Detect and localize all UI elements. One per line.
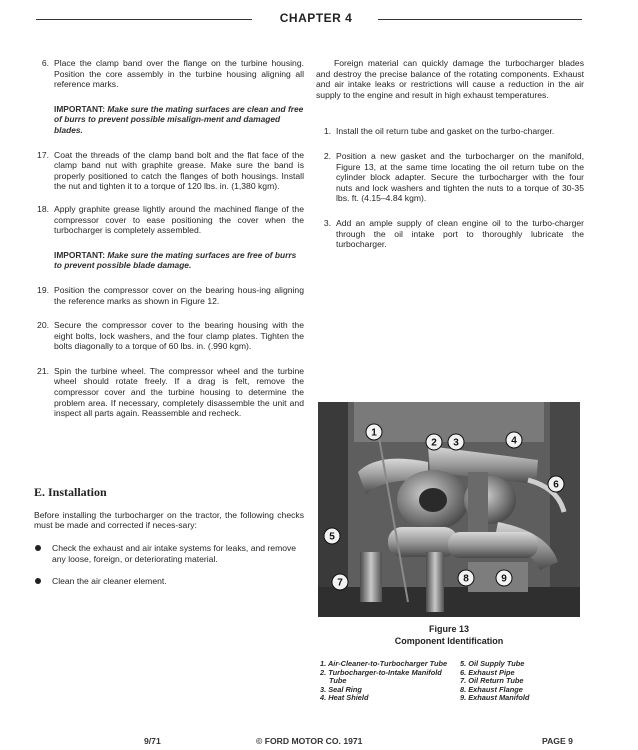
step-number: 21. xyxy=(37,365,49,376)
engine-illustration xyxy=(318,402,580,617)
chapter-title: CHAPTER 4 xyxy=(279,11,353,25)
important-label: IMPORTANT: xyxy=(54,103,106,114)
step-text: Secure the compressor cover to the bearing housing with the eight bolts, lock washers, and the four clamp plates. Tighten the bolts diagonally to a torque of 60 lbs. in. (.990 kgm). xyxy=(54,320,304,352)
chapter-header xyxy=(0,10,638,30)
callout-2: 2 xyxy=(431,437,437,449)
right-column xyxy=(314,58,584,250)
bullet-item xyxy=(32,576,304,587)
step-19 xyxy=(32,285,304,306)
legend-item: 7. Oil Return Tube xyxy=(460,676,524,686)
step-text: Add an ample supply of clean engine oil to the turbo-charger through the oil intake port to thoroughly lubricate the turbocharger. xyxy=(336,217,584,250)
section-intro: Before installing the turbocharger on the tractor, the following checks must be made and corrected if neces-sary: xyxy=(34,509,304,531)
bullet-icon xyxy=(35,578,41,584)
callout-9: 9 xyxy=(501,573,507,585)
step-6 xyxy=(32,58,304,90)
important-text: Make sure the mating surfaces are free of burrs to prevent possible blade damage. xyxy=(54,249,297,271)
legend-item: 2. Turbocharger-to-Intake Manifold Tube xyxy=(320,667,442,686)
legend-item: 4. Heat Shield xyxy=(320,693,369,703)
step-text: Coat the threads of the clamp band bolt and the flat face of the clamp band nut with graphite grease. Make sure the band is properly positioned to catch the flanges of both housings. Install the nut and tighten it to a torque of 120 lbs. in. (1,380 kgm). xyxy=(54,149,304,192)
step-text: Install the oil return tube and gasket on the turbo-charger. xyxy=(336,126,555,137)
callout-1: 1 xyxy=(371,427,377,439)
page-footer xyxy=(0,736,638,748)
step-text: Place the clamp band over the flange on the turbine housing. Position the core assembly in the turbine housing aligning all reference marks. xyxy=(54,58,304,90)
legend-item: 9. Exhaust Manifold xyxy=(460,693,530,703)
step-number: 19. xyxy=(37,284,49,295)
figure-caption xyxy=(314,624,584,646)
important-note-2 xyxy=(32,250,304,271)
step-text: Position a new gasket and the turbocharger on the manifold, Figure 13, at the same time locating the oil return tube on the cylinder block adapter. Secure the turbocharger with the four nuts and lock washers and tighten the nuts to a torque of 30-35 lbs. ft. (4.15–4.84 kgm). xyxy=(336,150,584,204)
step-number: 2. xyxy=(323,150,331,161)
left-column xyxy=(32,58,304,587)
header-rule-right xyxy=(378,19,582,20)
legend-item: 3. Seal Ring xyxy=(320,684,362,694)
step-text: Apply graphite grease lightly around the machined flange of the compressor cover to ease positioning the cover when the turbocharger is completely assembled. xyxy=(54,203,304,236)
install-step-2 xyxy=(314,151,584,204)
caution-paragraph: Foreign material can quickly damage the turbocharger blades and destroy the precise balance of the rotating components. Exhaust and air intake leaks or restrictions will cause a reduction in the air supply to the engine and result in high exhaust temperatures. xyxy=(316,58,584,100)
step-text: Position the compressor cover on the bearing hous-ing aligning the reference marks as shown in Figure 12. xyxy=(54,284,304,306)
callout-4: 4 xyxy=(511,435,517,447)
step-number: 20. xyxy=(37,320,49,331)
turbocharger-photo xyxy=(318,402,580,617)
figure-subtitle: Component Identification xyxy=(394,636,504,646)
footer-date: 9/71 xyxy=(144,736,161,746)
legend-item: 8. Exhaust Flange xyxy=(460,684,523,694)
step-number: 1. xyxy=(323,126,331,137)
figure-number: Figure 13 xyxy=(428,624,469,634)
step-21 xyxy=(32,366,304,419)
step-number: 17. xyxy=(37,149,49,160)
footer-page-number: PAGE 9 xyxy=(542,736,573,746)
step-number: 6. xyxy=(41,58,49,68)
important-note-1 xyxy=(32,104,304,136)
header-rule-left xyxy=(36,19,252,20)
bullet-text: Check the exhaust and air intake systems for leaks, and remove any loose, foreign, or deteriorating material. xyxy=(52,543,297,564)
step-number: 18. xyxy=(37,203,49,214)
important-label: IMPORTANT: xyxy=(54,249,106,260)
callout-5: 5 xyxy=(329,531,335,543)
legend-column-right xyxy=(460,660,600,703)
legend-item: 5. Oil Supply Tube xyxy=(460,659,525,668)
bullet-icon xyxy=(35,545,41,551)
footer-copyright: © FORD MOTOR CO. 1971 xyxy=(256,736,363,746)
callout-7: 7 xyxy=(337,577,343,589)
step-18 xyxy=(32,204,304,236)
bullet-item xyxy=(32,543,304,564)
step-17 xyxy=(32,150,304,192)
legend-column-left xyxy=(320,660,460,703)
important-text: Make sure the mating surfaces are clean and free of burrs to prevent possible misalign-ment and damaged blades. xyxy=(54,103,304,135)
step-20 xyxy=(32,320,304,352)
callout-6: 6 xyxy=(553,479,559,491)
callout-3: 3 xyxy=(453,437,459,449)
step-text: Spin the turbine wheel. The compressor wheel and the turbine wheel should rotate freely. If a drag is felt, remove the compressor cover and the turbine housing to determine the problem area. If necessary, completely disassemble the unit and inspect all parts again. Reassemble and recheck. xyxy=(54,365,304,419)
install-step-1 xyxy=(314,126,584,137)
legend-item: 1. Air-Cleaner-to-Turbocharger Tube xyxy=(320,659,448,668)
section-heading: E. Installation xyxy=(34,484,107,499)
step-number: 3. xyxy=(323,217,331,228)
bullet-text: Clean the air cleaner element. xyxy=(52,576,167,587)
legend-item: 6. Exhaust Pipe xyxy=(460,667,515,677)
install-step-3 xyxy=(314,218,584,250)
callout-8: 8 xyxy=(463,573,469,585)
